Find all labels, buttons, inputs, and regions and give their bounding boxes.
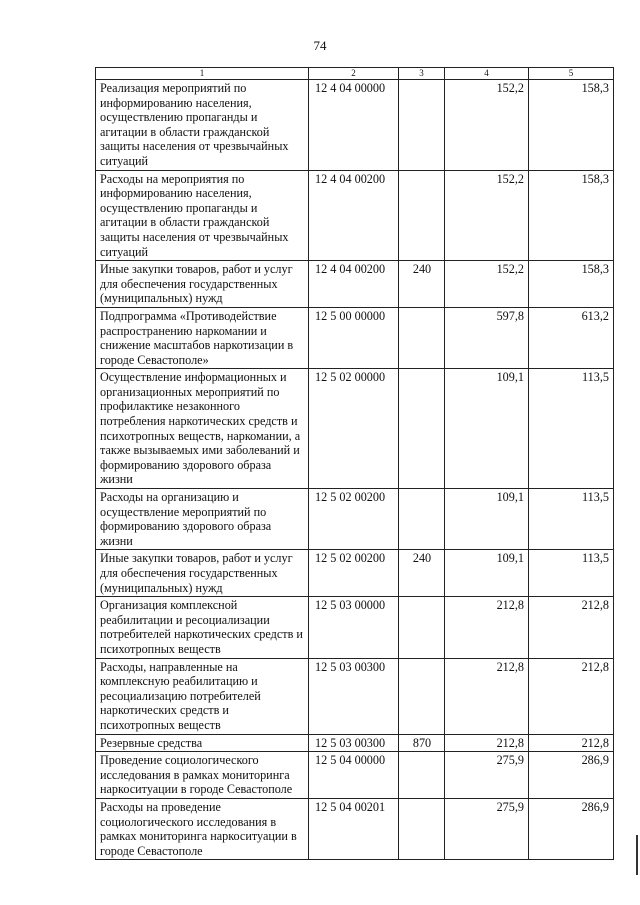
row-value-col4-cell: 212,8 <box>445 734 529 752</box>
row-value-col5-cell: 286,9 <box>529 798 614 859</box>
row-name-cell: Расходы, направленные на комплексную реабилитацию и ресоциализацию потребителей наркотических средств и психотропных веществ <box>96 658 309 734</box>
row-expense-type-cell <box>399 597 445 658</box>
row-expense-type-cell: 870 <box>399 734 445 752</box>
row-value-col4-cell: 275,9 <box>445 798 529 859</box>
row-code-cell: 12 5 02 00200 <box>309 489 399 550</box>
table-row <box>96 489 614 550</box>
table-row <box>96 369 614 489</box>
row-value-col4-cell: 212,8 <box>445 658 529 734</box>
table-row <box>96 752 614 799</box>
row-value-col5-cell: 212,8 <box>529 658 614 734</box>
row-name-cell: Организация комплексной реабилитации и ресоциализации потребителей наркотических средств и психотропных веществ <box>96 597 309 658</box>
table-row <box>96 170 614 261</box>
row-expense-type-cell <box>399 489 445 550</box>
row-code-cell: 12 5 02 00000 <box>309 369 399 489</box>
row-value-col5-cell: 158,3 <box>529 261 614 308</box>
row-value-col4-cell: 109,1 <box>445 550 529 597</box>
row-name-cell: Реализация мероприятий по информированию населения, осуществлению пропаганды и агитации в области гражданской защиты населения от чрезвычайных ситуаций <box>96 80 309 171</box>
row-expense-type-cell <box>399 752 445 799</box>
row-name-cell: Расходы на мероприятия по информированию населения, осуществлению пропаганды и агитации в области гражданской защиты населения от чрезвычайных ситуаций <box>96 170 309 261</box>
budget-table <box>95 67 614 860</box>
row-expense-type-cell: 240 <box>399 550 445 597</box>
row-code-cell: 12 4 04 00200 <box>309 170 399 261</box>
row-code-cell: 12 4 04 00200 <box>309 261 399 308</box>
row-expense-type-cell <box>399 307 445 368</box>
row-code-cell: 12 5 04 00000 <box>309 752 399 799</box>
row-value-col4-cell: 109,1 <box>445 489 529 550</box>
row-code-cell: 12 5 04 00201 <box>309 798 399 859</box>
table-row <box>96 307 614 368</box>
row-value-col4-cell: 152,2 <box>445 261 529 308</box>
row-code-cell: 12 5 03 00300 <box>309 734 399 752</box>
row-name-cell: Расходы на организацию и осуществление мероприятий по формированию здорового образа жизни <box>96 489 309 550</box>
row-code-cell: 12 5 02 00200 <box>309 550 399 597</box>
row-value-col5-cell: 286,9 <box>529 752 614 799</box>
row-value-col4-cell: 275,9 <box>445 752 529 799</box>
row-value-col5-cell: 158,3 <box>529 170 614 261</box>
table-row <box>96 80 614 171</box>
row-name-cell: Проведение социологического исследования в рамках мониторинга наркоситуации в городе Севастополе <box>96 752 309 799</box>
row-name-cell: Резервные средства <box>96 734 309 752</box>
row-value-col5-cell: 613,2 <box>529 307 614 368</box>
row-code-cell: 12 5 03 00000 <box>309 597 399 658</box>
table-row <box>96 597 614 658</box>
row-value-col5-cell: 113,5 <box>529 550 614 597</box>
table-row <box>96 734 614 752</box>
table-body <box>96 80 614 860</box>
row-name-cell: Иные закупки товаров, работ и услуг для обеспечения государственных (муниципальных) нужд <box>96 550 309 597</box>
scan-edge-mark <box>636 835 638 875</box>
row-expense-type-cell <box>399 80 445 171</box>
row-name-cell: Расходы на проведение социологического исследования в рамках мониторинга наркоситуации в городе Севастополе <box>96 798 309 859</box>
header-col-5: 5 <box>529 68 614 80</box>
header-col-3: 3 <box>399 68 445 80</box>
row-name-cell: Иные закупки товаров, работ и услуг для обеспечения государственных (муниципальных) нужд <box>96 261 309 308</box>
row-expense-type-cell <box>399 798 445 859</box>
row-code-cell: 12 5 03 00300 <box>309 658 399 734</box>
header-col-4: 4 <box>445 68 529 80</box>
page-number: 74 <box>313 38 327 53</box>
row-name-cell: Осуществление информационных и организационных мероприятий по профилактике незаконного потребления наркотических средств и психотропных веществ, наркомании, а также вызываемых ими заболеваний и формированию здорового образа жизни <box>96 369 309 489</box>
row-expense-type-cell: 240 <box>399 261 445 308</box>
row-value-col4-cell: 109,1 <box>445 369 529 489</box>
row-expense-type-cell <box>399 170 445 261</box>
table-row <box>96 550 614 597</box>
row-value-col4-cell: 597,8 <box>445 307 529 368</box>
row-code-cell: 12 4 04 00000 <box>309 80 399 171</box>
table-row <box>96 798 614 859</box>
row-value-col5-cell: 212,8 <box>529 734 614 752</box>
header-col-1: 1 <box>96 68 309 80</box>
row-value-col5-cell: 113,5 <box>529 369 614 489</box>
row-expense-type-cell <box>399 658 445 734</box>
row-value-col4-cell: 152,2 <box>445 170 529 261</box>
header-row <box>96 68 614 80</box>
table-row <box>96 658 614 734</box>
row-value-col5-cell: 113,5 <box>529 489 614 550</box>
row-code-cell: 12 5 00 00000 <box>309 307 399 368</box>
row-value-col4-cell: 212,8 <box>445 597 529 658</box>
row-name-cell: Подпрограмма «Противодействие распространению наркомании и снижение масштабов наркотизации в городе Севастополе» <box>96 307 309 368</box>
row-value-col4-cell: 152,2 <box>445 80 529 171</box>
row-expense-type-cell <box>399 369 445 489</box>
header-col-2: 2 <box>309 68 399 80</box>
row-value-col5-cell: 158,3 <box>529 80 614 171</box>
table-row <box>96 261 614 308</box>
row-value-col5-cell: 212,8 <box>529 597 614 658</box>
